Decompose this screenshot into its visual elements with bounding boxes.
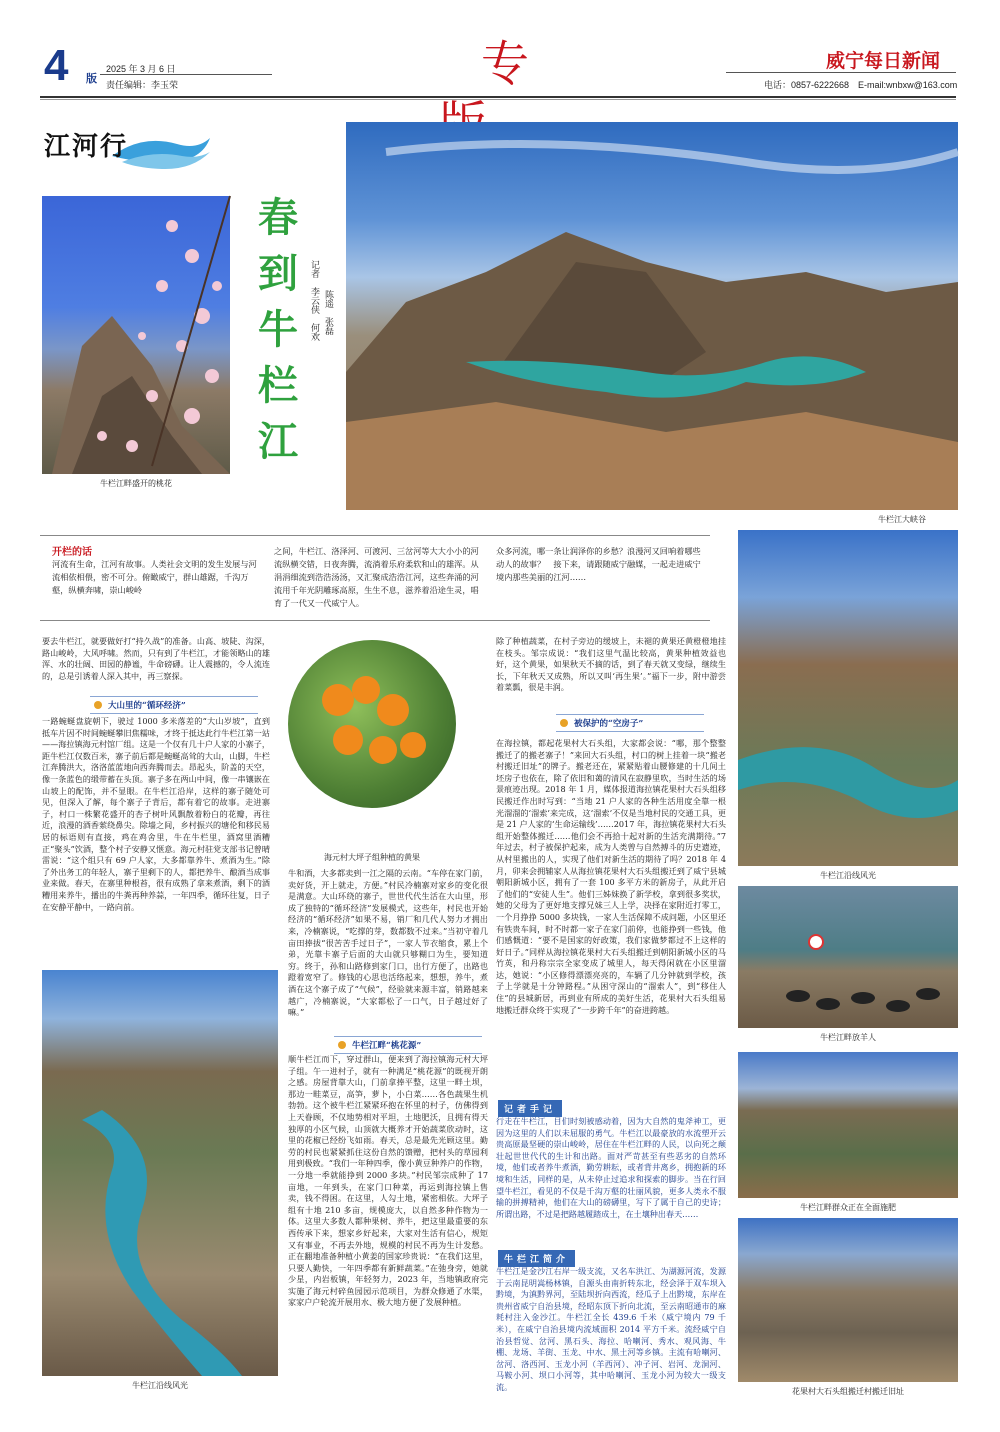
orange-photo (288, 640, 456, 808)
subheading-3: 被保护的“空房子” (556, 714, 704, 732)
terrace-photo (738, 1052, 958, 1198)
article-title: 春到牛栏江 (258, 195, 298, 465)
intro-paragraph: 要去牛栏江，就要做好打“持久战”的准备。山高、坡陡、沟深，路山峻岭，大风呼啸。然而，只有到了牛栏江，才能领略山的雄浑、水的壮阔、田园的静谧，牛命磅礴。让人震撼的，令人流连的，总是引诱着人深入其中，再三察探。 (42, 636, 270, 681)
caption-peach: 牛栏江畔盛开的桃花 (100, 479, 172, 488)
caption-right-1: 牛栏江沿线风光 (820, 871, 876, 880)
newspaper-name: 威宁每日新闻 (826, 50, 941, 72)
header-divider-left (100, 74, 272, 75)
paragraph-1: 一路蜿蜒盘旋朝下，驶过 1000 多米落差的“大山岁坡”，直到抵车片因不时间蜿蜒攀旧焦糯味，才终于抵达此行牛栏江第一站——海拉镇海元村馆厂组。这是一个仅有几十户人家的小寨子，距牛栏江仅数百米，寨子前后都是蜿蜒高耸的大山，山脚，牛栏江奔腾洪大，洛洛蓝蓝地向西奔腾而去。昂起头，阶盖的天空，像一条蓝色的缎带蓄在头顶。寨子多在两山中间，像一串镶嵌在山坡上的配饰，并不显眼。在牛栏江沿岸，这样的寨子随处可见，但深入了解，每个寨子子背后，都有着它的故事。走进寨子，村口一株繁花盛开的杏子树叶风飘散着粉白的花瓣，再往近，浪漫的酒香萦绕鼻尖。除墙之间，乡村振兴的塘伦和移民易居的标语则有直接，鸡在鸡舍里，牛在牛栏里，酒窝里酒糟正“聚头”饮酒，整个村子安静又惬意。海元村驻党支部书记曾晴雷说：“这个组只有 69 户人家，大多都靠养牛、煮酒为生。”除了外出务工的年轻人，寨子里剩下的人，都把养牛、酿酒当成事业来做。春天，在寨里种根苔，很有成熟了拿来煮酒，剩下的酒糟用来养牛，播出的牛粪再种养蒜，一年四季，循环往复，日子在安静平静中，一路向前。 (42, 716, 270, 912)
top-rule-thin (40, 99, 956, 100)
editor-note-col1: 河流有生命，江河有故事。人类社会文明的发生发展与河流相依相偎，密不可分。俯瞰威宁，群山雄踞，千沟万壑，纵横奔啸，崇山峻岭 (52, 559, 257, 595)
caption-sheep: 牛栏江畔放羊人 (820, 1033, 876, 1042)
caption-bottom-right: 花果村大石头组搬迁村搬迁旧址 (792, 1387, 904, 1396)
contact-info: 电话：0857-6222668 E-mail:wnbxw@163.com (764, 80, 958, 90)
page-suffix: 版 (86, 72, 97, 85)
reporter-note: 行走在牛栏江，目们时刻被感动着，因为大自然的鬼斧神工，更因为这里的人们以未屈服的勇气。牛栏江以最豪放的水流塑开云贵高原最坚硬的崇山峻岭，居住在牛栏江畔的人民，以向死之颠壮起世世代代的生计和出路。面对严苛甚至有些恶劣的自然环境，他们或者养牛煮酒，勤劳耕耘，或者背井离乡，拥抱新的环境和生活，同样的是，从未停止过追求和探索的脚步。当在行回望牛栏江，看见的不仅是千沟万壑的壮丽风貌，更多人类永不服输的拼搏精神，他们在大山的磅礴里，写下了属于自己的史诗；所谓出路，不过是把路越履踏成土，在土壤种出春天…… (496, 1116, 726, 1219)
editor-note-title: 开栏的话 (52, 547, 92, 558)
subheading-2: 牛栏江畔“桃花源” (334, 1036, 482, 1054)
relocation-site-photo (738, 1218, 958, 1382)
river-valley-photo (42, 970, 278, 1376)
paragraph-4: 除了种植蔬菜，在村子旁边的缓坡上，未褪的黄果还黄橙橙地挂在枝头。邹宗成说：“我们这里气温比较高，黄果种植效益也好，这个黄果，如果秋天不摘的话，到了春天就又变绿，继续生长，下年秋天又成熟，所以又叫‘再生果’。”福下一步，附中游尝着菜瓢，很是丰润。 (496, 636, 726, 693)
paragraph-5: 在海拉镇，都起花果村大石头组，大家都会说：“哪，那个整整搬迁了的搬老寨子！”来回大石头组，村口的树上挂着一块“搬老村搬迁旧址”的牌子。搬老还在，紧紧贴着山腰修建的十几间土坯房子也依在，除了依旧和蔼的清风在寂静里吹，当时生活的场景痕迹出现。2018 年 1 月，媒体报道海拉镇花果村大石头组移民搬迁作出时写到：“当地 21 户人家的各种生活用度全靠一根光溜溜的‘溜索’来完成，这‘溜索’不仅是当地村民的交通工具，更是 21 户人家的‘生命运输线’……2017 年，海拉镇花果村大石头组开始整体搬迁……他们会不再拾十起对新的生活充满期待。”7 年过去，村子被保护起来，成为人类曾与自然搏斗的历史遗迹，从村里搬出的人，实现了他们对新生活的期待了吗？2018 年 4 月，卯来会拥辅家人从海拉镇花果村大石头组搬迁到了威宁县城朝阳新城小区，拥有了一套 100 多平方米的新房子，从此开启了他们的“安徒人生”。他们三姊妹换了新学校，拿到很多奖状，她的父母为了更好地支撑兄妹三人上学，决择在家附近打零工，一个月挣挣 5000 多块钱，一家人生活保障不成问题，小区里还有铁贵车间，时不时都一家子在家门前停，也能挣到一些钱，他们感慨道：“要不是国家的好政策，我们家做梦都过不上这样的好日子。”同样从海拉镇花果村大石头组搬迁到朝阳新城小区的马竹英，和丹称宗宗全家变成了城里人，每天得闲就在小区里溜达，她说：“小区修得漂漂亮亮的，车辆了几分钟就到学校，孩子上学就是十分钟路程。”从困守深山的“溜索人”，到“移住人住”的县城新居，再到业有所成的美好生活，花果村大石头组易地搬迁群众终于实现了“一步跨千年”的奋进跨越。 (496, 738, 726, 1015)
section-title: 专 (480, 36, 613, 92)
editor-note-col3: 众多河流，哪一条让润泽你的乡愁？浪漫河又回响着哪些动人的故事？ 接下来，请跟随威宁融媒，一起走进威宁境内那些美丽的江河…… (496, 546, 701, 582)
caption-canyon: 牛栏江大峡谷 (878, 515, 926, 524)
river-bank-photo (738, 530, 958, 866)
peach-blossom-photo (42, 196, 230, 474)
subheading-1: 大山里的“循环经济” (90, 696, 258, 714)
canyon-photo (346, 122, 958, 510)
issue-date: 2025 年 3 月 6 日 (106, 64, 176, 74)
page-number: 4 (44, 41, 69, 90)
reporter-note-tag: 记者手记 (498, 1100, 562, 1117)
byline-reporters-2: 陈遥 张磊 (323, 290, 333, 335)
paragraph-3: 顺牛栏江而下，穿过群山，便来到了海拉镇海元村大坪子组。午一进村子，就有一种满足“桃花源”的既视开朗之感。房屋背靠大山，门前拿捧平整，这里一畔土坝，那边一畦菜豆，高笋，萝卜，小白菜……各色蔬果生机勃勃。这个被牛栏江紧紧环抱在怀里的村子，仿佛得到上天眷顾，不仅地势相对平坦，土地肥沃，且拥有得天独厚的小区气候，山顶就大概养才开始蔬菜欣动时，这里的花椒已经纷飞如雨。春天，总是最先光顾这里。勤劳的村民也紧紧抓住这份自然的馈赠，把村头的草园利用到极致。“我们一年种四季，像小黄豆种养户的作物，一分地一季就能挣到 2000 多块。”村民邹宗成种了 17 亩地，一年到头，在家门口种菜，再运到海拉镇上售卖，钱不得困。在这里，人勾土地，紧密相依。大坪子组有十地 210 多亩，规模庞大，以自然多种作物为一体。这里大多数人都种果树、养牛，把这里最重要的东西传承下来，想家乡好起来，大家对生活有信心，规矩又有事业，不再去外地，规模的村民不再为生计发愁。正在翻地准备种植小黄姜的国家珍贵说：“在我们这里，只要人勤快，一年四季都有新鲜蔬菜。”在弛身旁，她就少星，内岩板镇，年轻努力，2023 年，当地镇政府完实施了海元村碎鱼园园示范项目，为群众修通了水渠，家家户户轮流开展用水、极大地方便了发展种植。 (288, 1054, 488, 1308)
caption-orange: 海元村大坪子组种植的黄果 (324, 853, 420, 862)
caption-terrace: 牛栏江畔群众正在全面施肥 (800, 1203, 896, 1212)
column-logo-text: 江河行 (44, 132, 129, 162)
responsible-editor: 责任编辑：李玉荣 (106, 80, 179, 90)
river-intro: 牛栏江是金沙江右岸一级支流，又名车洪江、为湖源河流，发源于云南昆明嵩杨林镇，自源头由南折转东北，经会泽于双车坝入黔境，为滇黔界河，至陆坝折向西流，经瓜子上出黔境，东岸在贵州省威宁自治县境，经昭东顶下折向北流，至云南昭通市的麻耗村注入金沙江。牛栏江全长 439.6 千米（威宁境内 79 千米），在威宁自治县境内流域面积 2014 平方千米。流经威宁自治县哲觉、岔河、黑石头、海拉、哈喇河、秀水、观风海、牛棚、龙场、羊街、玉龙、中水、黑土河等乡镇。主流有哈喇河、岔河、洛西河、玉龙小河（羊西河）、冲子河、岩河、龙洞河、马鞍小河、坝口小河等，其中哈喇河、玉龙小河为较大一级支流。 (496, 1266, 726, 1392)
editor-note-col2: 之间，牛栏江、洛泽河、可渡河、三岔河等大大小小的河流纵横交错，日夜奔腾，流淌着乐府柔软和山的雄浑。从涓涓细流到浩浩汤汤，又汇聚成浩浩江河，这些奔涌的河流用千年光阴雕琢高原，生生不息，滋养着沿途生灵，唱育了一代又一代威宁人。 (274, 546, 479, 608)
caption-river-bank: 牛栏江沿线风光 (132, 1381, 188, 1390)
river-intro-tag: 牛栏江简介 (498, 1250, 575, 1267)
top-rule (40, 96, 956, 98)
byline-reporters: 记者 李云侠 何欢 (309, 260, 319, 341)
paragraph-2: 牛和酒，大多都卖到一江之隔的云南。“车停在家门前，卖好货，开上就走，方便。”村民冷楠寨对家乡的变化很是满意。大山环绕的寨子，世世代代生活在大山里，形成了独特的“循环经济”发展模式，这些年，村民也开始经济的“循环经济”如果不易，销厂和几代人努力才拥出来，冷楠寨说，“吃撑的芽，数都数不过来。”当初守着几亩田捧拔“很苦苦手过日子”，一家人节衣缩食，累上个弟，光靠卡寨子后面的大山就只够糊口为生，要知道穷。终于，孙和山路修到家门口，出行方便了，出路也蹬着宽窄了。修钱的心思也活络起来，想想，养牛，煮酒在这个寨子成了“气候”，经验就来源丰富，销路越来越广，冷楠寨说，“大家都松了一口气，日子越过好了嘛。” (288, 868, 488, 1018)
header-divider-right (726, 72, 956, 73)
sheep-photo (738, 886, 958, 1028)
